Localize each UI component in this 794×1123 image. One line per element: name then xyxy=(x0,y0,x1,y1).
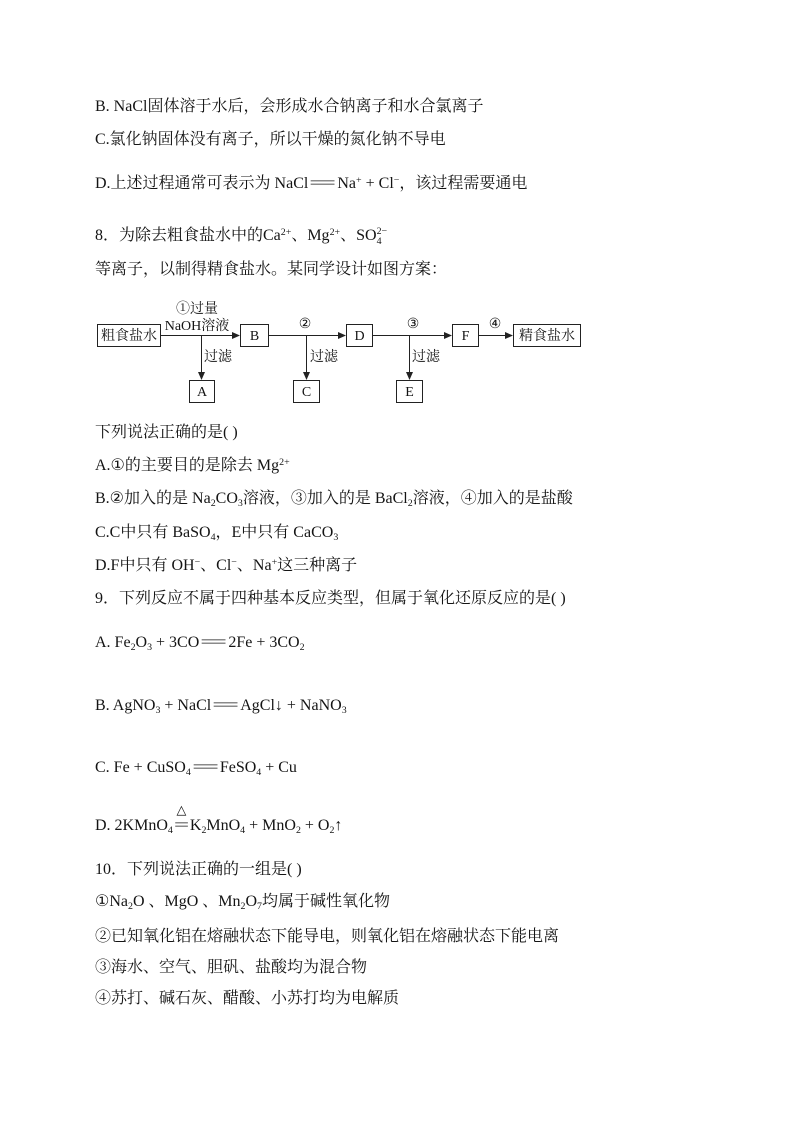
equals-bar: = xyxy=(211,697,241,714)
end-node-label: 精食盐水 xyxy=(519,329,575,344)
equals-bar: = xyxy=(199,634,229,651)
superscript: 2+ xyxy=(280,226,292,238)
q7-option-b: B. NaCl固体溶于水后，会形成水合钠离子和水合氯离子 xyxy=(95,98,484,115)
step-2-label: ② xyxy=(298,317,312,332)
subscript: 2 xyxy=(299,642,305,654)
q9-option-a: A. $Fe_2O_3 + 3CO=2Fe + 3CO_2$ xyxy=(95,634,305,654)
subscript: 2 xyxy=(295,825,301,837)
node-f-label: F xyxy=(461,329,470,344)
subscript: 3 xyxy=(341,705,347,717)
filter-1-label: 过滤 xyxy=(204,350,232,365)
q10-statement-2: ②已知氧化铝在熔融状态下能导电，则氧化铝在熔融状态下能电离 xyxy=(95,928,560,945)
superscript: + xyxy=(356,174,362,186)
superscript: 2+ xyxy=(329,226,341,238)
subscript: 2 xyxy=(210,498,216,510)
subscript: 7 xyxy=(257,901,262,913)
step-1-label-bottom: NaOH溶液 xyxy=(164,319,230,334)
superscript: 2− xyxy=(376,226,388,238)
q9-stem: 9．下列反应不属于四种基本反应类型，但属于氧化还原反应的是( ) xyxy=(95,590,566,607)
reaction-equals-sign xyxy=(308,173,338,195)
subscript: 4 xyxy=(210,532,216,544)
node-b xyxy=(241,325,269,347)
subscript: 2 xyxy=(128,901,133,913)
q10-statement-3: ③海水、空气、胆矾、盐酸均为混合物 xyxy=(95,959,368,976)
subscript: 2 xyxy=(130,642,136,654)
residue-c-label: C xyxy=(301,385,312,400)
q8-option-a: A.①的主要目的是除去 $Mg^{2+}$ xyxy=(95,456,290,474)
subscript: 3 xyxy=(155,705,161,717)
heat-symbol: △ xyxy=(176,802,187,818)
q9-option-c: C. Fe + CuSO$_4$=FeSO$_4$ + Cu xyxy=(95,759,297,779)
filter-3-arrow-head xyxy=(406,372,413,380)
heating-equals-sign xyxy=(173,802,190,837)
residue-a-label: A xyxy=(196,385,208,400)
equals-bar: = xyxy=(173,817,190,834)
node-b-label: B xyxy=(249,329,260,344)
filter-2-arrow-head xyxy=(303,372,310,380)
step-3-label: ③ xyxy=(406,317,420,332)
step-1-arrow-head xyxy=(232,332,240,339)
subscript: 2 xyxy=(240,901,246,913)
step-3-arrow xyxy=(373,332,453,339)
subscript: 4 xyxy=(240,825,246,837)
subscript: 4 xyxy=(256,767,262,779)
filter-1-arrow-head xyxy=(198,372,205,380)
node-d-label: D xyxy=(354,329,365,344)
q8-option-d: D.F中只有 OH−、Cl−、Na+这三种离子 xyxy=(95,556,358,574)
end-node xyxy=(514,325,581,347)
step-2-arrow-head xyxy=(338,332,346,339)
purification-flow-diagram xyxy=(0,290,794,415)
q10-statement-4: ④苏打、碱石灰、醋酸、小苏打均为电解质 xyxy=(95,990,400,1007)
filter-2-label: 过滤 xyxy=(310,350,338,365)
subscript: 2 xyxy=(407,498,413,510)
subscript: 2 xyxy=(329,825,335,837)
node-f xyxy=(453,325,479,347)
q10-stem: 10．下列说法正确的一组是( ) xyxy=(95,861,302,878)
reaction-equals-sign xyxy=(211,695,241,717)
superscript: 2+ xyxy=(279,456,290,468)
superscript: − xyxy=(393,174,400,186)
q7-option-d: D.上述过程通常可表示为 NaCl=Na+ + Cl−，该过程需要通电 xyxy=(95,173,527,195)
filter-branch-2 xyxy=(294,336,339,403)
superscript: − xyxy=(231,556,237,568)
step-2-arrow xyxy=(269,332,347,339)
subscript: 4 xyxy=(167,825,173,837)
residue-e-label: E xyxy=(405,385,414,400)
step-4-label: ④ xyxy=(488,317,502,332)
q9-option-b: B. AgNO$_3$ + NaCl=AgCl↓ + NaNO$_3$ xyxy=(95,697,347,717)
reaction-equals-sign xyxy=(199,632,229,654)
q8-prompt: 下列说法正确的是( ) xyxy=(95,424,238,441)
filter-3-label: 过滤 xyxy=(412,350,440,365)
equals-bar: = xyxy=(308,175,338,192)
step-4-arrow xyxy=(479,332,514,339)
subscript: 3 xyxy=(333,532,339,544)
step-3-arrow-head xyxy=(444,332,452,339)
q10-statement-1: $①Na_2O$ 、MgO 、$Mn_2O_7$均属于碱性氧化物 xyxy=(95,893,391,913)
step-1-label-top: ①过量 xyxy=(176,302,218,317)
filter-branch-1 xyxy=(190,336,233,403)
subscript: 4 xyxy=(376,236,382,248)
filter-branch-3 xyxy=(397,336,441,403)
superscript: − xyxy=(194,556,201,568)
reaction-equals-sign xyxy=(190,757,220,779)
subscript: 3 xyxy=(237,498,243,510)
step-4-arrow-head xyxy=(505,332,513,339)
node-d xyxy=(347,325,373,347)
q8-stem-line-2: 等离子，以制得精食盐水。某同学设计如图方案： xyxy=(95,261,448,278)
start-node-label: 粗食盐水 xyxy=(101,329,157,344)
subscript: 4 xyxy=(185,767,191,779)
q8-option-b: B.②加入的是 $Na_2CO_3$溶液，③加入的是 BaCl$_2$溶液，④加入的是盐酸 xyxy=(95,490,573,510)
superscript: + xyxy=(271,556,278,568)
q9-option-d: D. 2KMnO$_4$= △ $K_2MnO_4 + MnO_2$ + $O_2↑$ xyxy=(95,802,343,837)
subscript: 3 xyxy=(147,642,153,654)
q7-option-c: C.氯化钠固体没有离子，所以干燥的氮化钠不导电 xyxy=(95,131,446,148)
subscript: 2 xyxy=(201,825,207,837)
start-node xyxy=(98,325,161,347)
equals-bar: = xyxy=(190,759,220,776)
q8-option-c: C.C中只有 BaSO$_4$，E中只有 CaCO$_3$ xyxy=(95,524,339,544)
q8-stem-line-1: 8．为除去粗食盐水中的$Ca^{2+}$、$Mg^{2+}$、SO4 2− xyxy=(95,226,388,248)
stacked-sub-superscript xyxy=(376,226,389,248)
